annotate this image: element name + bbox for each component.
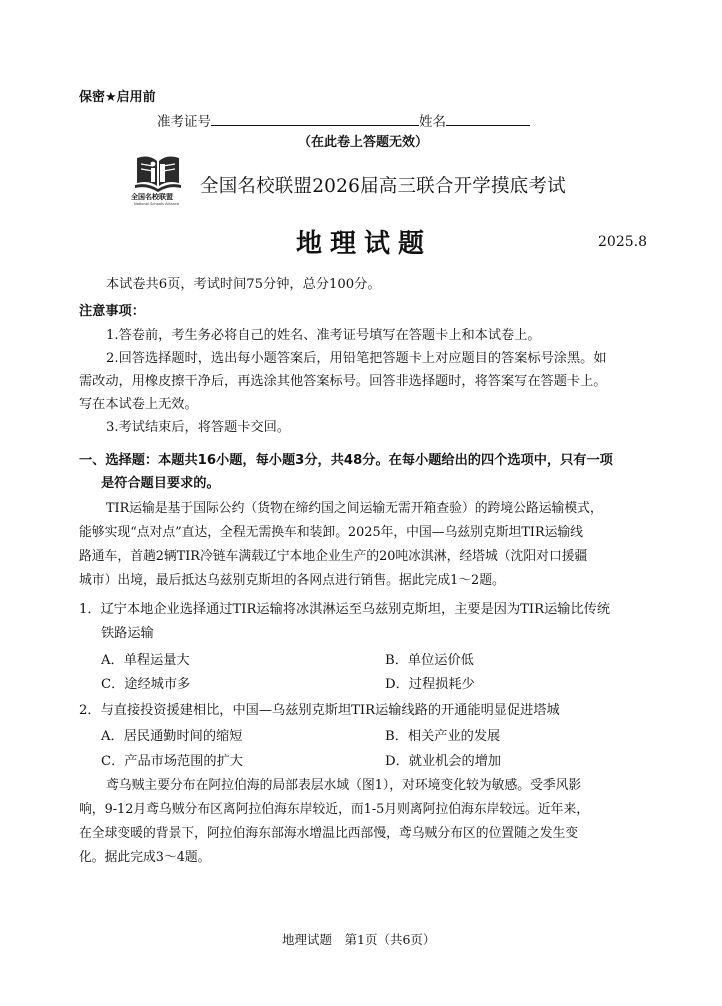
page-footer: 地理试题 第1页（共6页） <box>282 932 436 947</box>
notice-item-2-line-3: 写在本试卷上无效。 <box>79 397 198 412</box>
passage1-line-4: 城市）出境，最后抵达乌兹别克斯坦的各网点进行销售。据此完成1～2题。 <box>79 573 505 588</box>
name-field[interactable] <box>446 112 530 126</box>
candidate-info-line <box>157 110 530 130</box>
notice-item-2-line-1: 2.回答选择题时，选出每小题答案后，用铅笔把答题卡上对应题目的答案标号涂黑。如 <box>106 351 607 366</box>
notice-item-3: 3.考试结束后，将答题卡交回。 <box>106 420 291 435</box>
exam-intro: 本试卷共6页，考试时间75分钟，总分100分。 <box>106 277 381 292</box>
passage1-line-1: TIR运输是基于国际公约（货物在缔约国之间运输无需开箱查验）的跨境公路运输模式， <box>106 501 603 516</box>
question-2-stem: 2．与直接投资援建相比，中国—乌兹别克斯坦TIR运输线路的开通能明显促进塔城 <box>79 703 560 718</box>
invalid-answer-note: （在此卷上答题无效） <box>298 135 429 150</box>
notice-item-1: 1.答卷前，考生务必将自己的姓名、准考证号填写在答题卡上和本试卷上。 <box>106 328 541 343</box>
notice-item-2-line-2: 需改动，用橡皮擦干净后，再选涂其他答案标号。回答非选择题时，将答案写在答题卡上。 <box>79 374 607 389</box>
question-1-option-d[interactable]: D．过程损耗少 <box>385 677 475 692</box>
question-2-option-a[interactable]: A．居民通勤时间的缩短 <box>101 729 243 744</box>
logo-text: 全国名校联盟 <box>131 193 173 201</box>
question-2-option-d[interactable]: D．就业机会的增加 <box>385 754 502 769</box>
passage1-line-2: 能够实现“点对点”直达，全程无需换车和装卸。2025年，中国—乌兹别克斯坦TIR运输线 <box>79 525 583 540</box>
question-1-stem-line-2: 铁路运输 <box>101 626 154 641</box>
question-1-stem-line-1: 1．辽宁本地企业选择通过TIR运输将冰淇淋运至乌兹别克斯坦，主要是因为TIR运输比传统 <box>79 602 611 617</box>
exam-id-field[interactable] <box>211 112 419 126</box>
passage2-line-3: 在全球变暖的背景下，阿拉伯海东部海水增温比西部慢，鸢乌贼分布区的位置随之发生变 <box>79 826 579 841</box>
subject-title: 地理试题 <box>296 229 433 259</box>
question-1-option-c[interactable]: C．途经城市多 <box>101 677 191 692</box>
section-heading-line-2: 是符合题目要求的。 <box>101 476 220 491</box>
question-1-option-a[interactable]: A．单程运量大 <box>101 653 190 668</box>
name-label: 姓名 <box>419 114 446 130</box>
passage2-line-2: 响，9-12月鸢乌贼分布区离阿拉伯海东岸较近，而1-5月则离阿拉伯海东岸较远。近年来， <box>79 802 590 817</box>
logo-subtext: National Schools Alliance <box>134 202 180 206</box>
confidential-label: 保密★启用前 <box>79 90 156 105</box>
passage1-line-3: 路通车，首趟2辆TIR冷链车满载辽宁本地企业生产的20吨冰淇淋，经塔城（沈阳对口援疆 <box>79 549 588 564</box>
passage2-line-1: 鸢乌贼主要分布在阿拉伯海的局部表层水域（图1），对环境变化较为敏感。受季风影 <box>106 778 582 793</box>
passage2-line-4: 化。据此完成3～4题。 <box>79 850 211 865</box>
notice-title: 注意事项： <box>79 304 145 319</box>
exam-title: 全国名校联盟2026届高三联合开学摸底考试 <box>200 176 566 197</box>
exam-id-label: 准考证号 <box>157 114 211 130</box>
section-heading-line-1: 一、选择题：本题共16小题，每小题3分，共48分。在每小题给出的四个选项中，只有一项 <box>79 453 613 468</box>
question-2-option-c[interactable]: C．产品市场范围的扩大 <box>101 754 243 769</box>
exam-date: 2025.8 <box>598 234 647 250</box>
question-1-option-b[interactable]: B．单位运价低 <box>385 653 474 668</box>
question-2-option-b[interactable]: B．相关产业的发展 <box>385 729 501 744</box>
